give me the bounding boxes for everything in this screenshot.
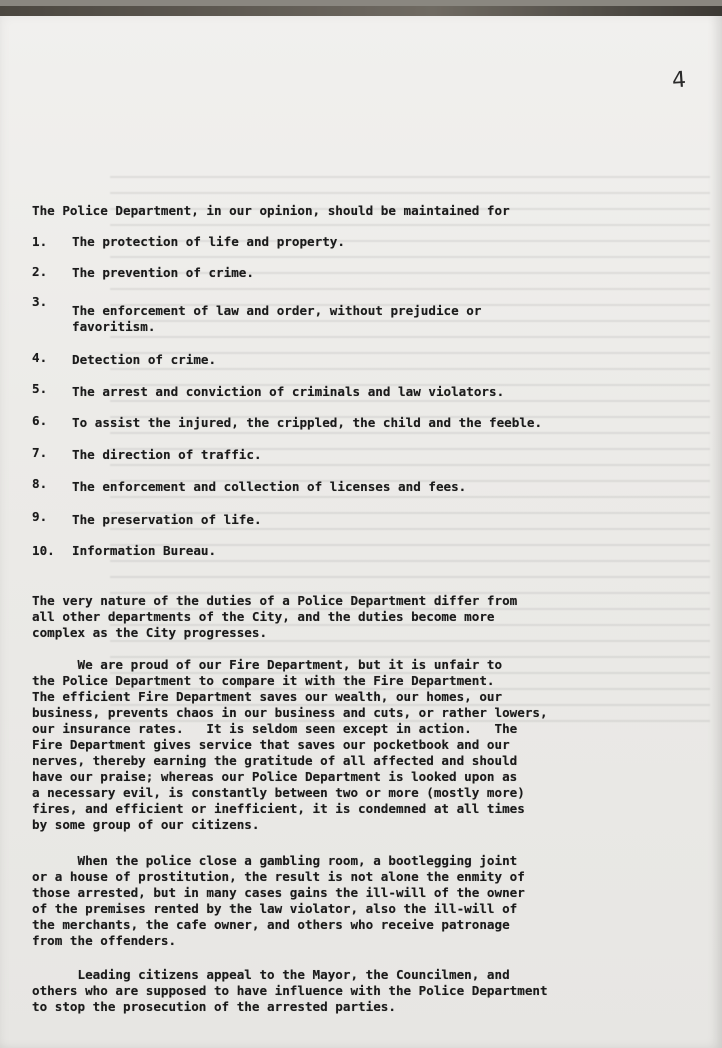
intro-sentence: The Police Department, in our opinion, should be maintained for — [32, 203, 510, 218]
paragraph-line: nerves, thereby earning the gratitude of all affected and should — [32, 753, 518, 768]
list-item: The arrest and conviction of criminals and law violators. — [72, 384, 505, 399]
paragraph-line: or a house of prostitution, the result is not alone the enmity of — [32, 869, 525, 884]
paragraph-line: a necessary evil, is constantly between two or more (mostly more) — [32, 785, 525, 800]
bleed-through-text — [110, 166, 710, 726]
paragraph-line: those arrested, but in many cases gains the ill-will of the owner — [32, 885, 525, 900]
list-number: 4. — [32, 350, 48, 365]
list-item: The enforcement and collection of licenses and fees. — [72, 479, 467, 494]
paragraph-line: from the offenders. — [32, 933, 177, 948]
paragraph-line: others who are supposed to have influence with the Police Department — [32, 983, 548, 998]
paragraph-line: The very nature of the duties of a Police Department differ from — [32, 593, 518, 608]
paragraph-line: business, prevents chaos in our business and cuts, or rather lowers, — [32, 705, 548, 720]
scan-edge — [0, 6, 722, 16]
list-item: To assist the injured, the crippled, the child and the feeble. — [72, 415, 543, 430]
paragraph-line: Fire Department gives service that saves our pocketbook and our — [32, 737, 510, 752]
list-number: 9. — [32, 509, 48, 524]
document-page — [0, 6, 722, 1048]
paragraph-line: all other departments of the City, and the duties become more — [32, 609, 495, 624]
list-number: 8. — [32, 476, 48, 491]
list-number: 7. — [32, 445, 48, 460]
list-number: 2. — [32, 264, 48, 279]
paragraph-line: the merchants, the cafe owner, and others who receive patronage — [32, 917, 510, 932]
paragraph-line: the Police Department to compare it with the Fire Department. — [32, 673, 495, 688]
list-number: 3. — [32, 294, 48, 309]
paragraph-line: fires, and efficient or inefficient, it is condemned at all times — [32, 801, 525, 816]
paragraph-line: to stop the prosecution of the arrested parties. — [32, 999, 396, 1014]
paragraph-line: complex as the City progresses. — [32, 625, 268, 640]
list-item: The enforcement of law and order, without prejudice or — [72, 303, 482, 318]
paragraph-line: our insurance rates. It is seldom seen except in action. The — [32, 721, 518, 736]
paragraph-line: have our praise; whereas our Police Department is looked upon as — [32, 769, 518, 784]
list-item: The preservation of life. — [72, 512, 262, 527]
list-number: 5. — [32, 381, 48, 396]
list-item-continued: favoritism. — [72, 319, 156, 334]
list-number: 10. — [32, 543, 55, 558]
list-item: The protection of life and property. — [72, 234, 345, 249]
paragraph-line: Leading citizens appeal to the Mayor, the Councilmen, and — [32, 967, 510, 982]
paragraph-line: We are proud of our Fire Department, but it is unfair to — [32, 657, 503, 672]
paragraph-line: The efficient Fire Department saves our wealth, our homes, our — [32, 689, 503, 704]
paragraph-line: of the premises rented by the law violator, also the ill-will of — [32, 901, 518, 916]
list-item: Detection of crime. — [72, 352, 217, 367]
list-item: Information Bureau. — [72, 543, 217, 558]
list-number: 6. — [32, 413, 48, 428]
page-number: 4 — [671, 67, 687, 94]
list-item: The prevention of crime. — [72, 265, 254, 280]
list-item: The direction of traffic. — [72, 447, 262, 462]
list-number: 1. — [32, 234, 48, 249]
paragraph-line: by some group of our citizens. — [32, 817, 260, 832]
paragraph-line: When the police close a gambling room, a bootlegging joint — [32, 853, 518, 868]
